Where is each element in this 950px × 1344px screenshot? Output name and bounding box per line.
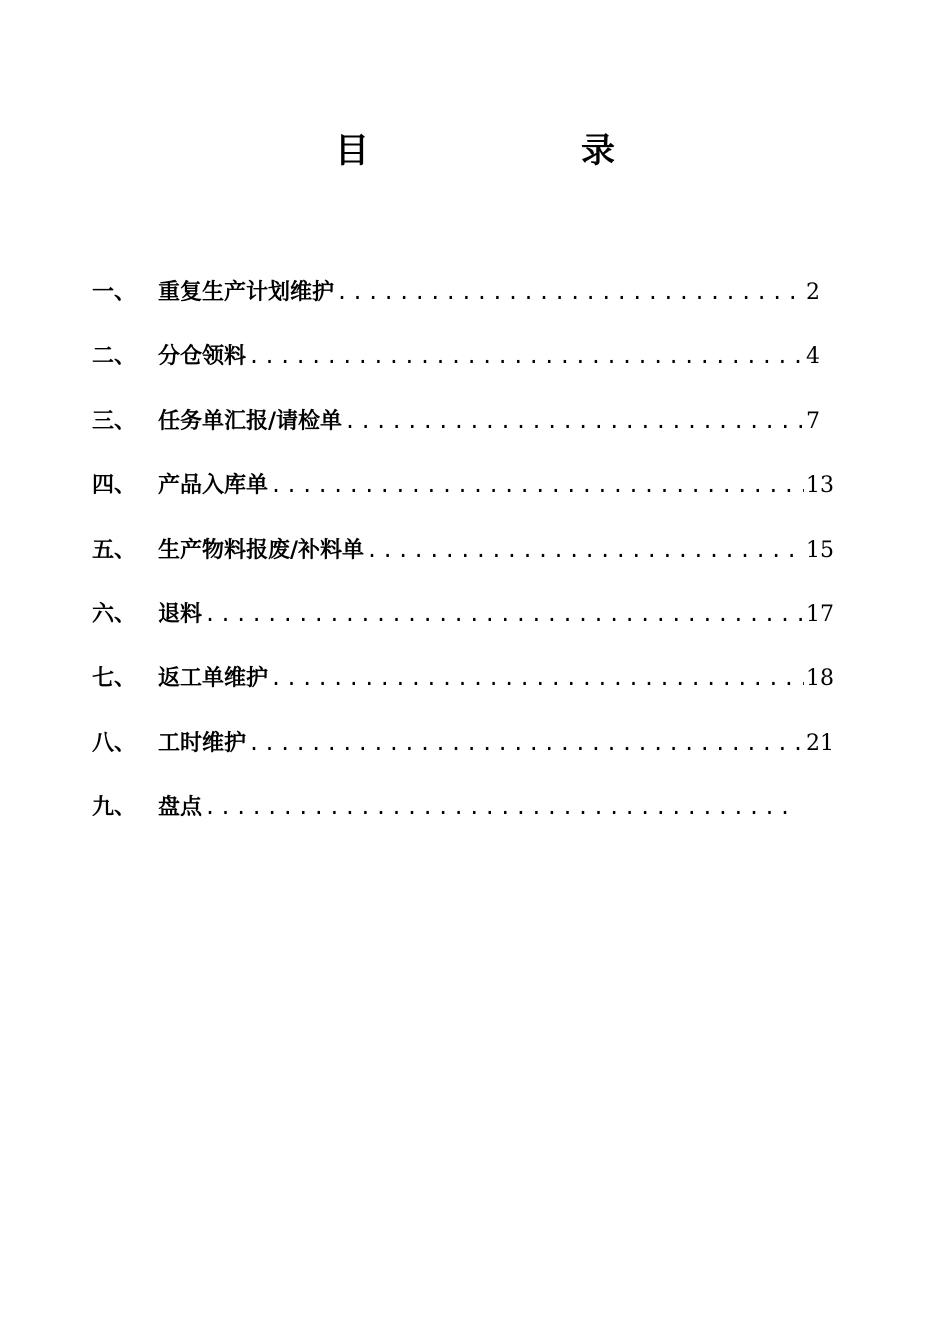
toc-entry-page: 13 [806,473,834,499]
toc-entry-page: 2 [806,280,820,305]
toc-dot-leader [344,399,804,443]
toc-entry-number: 一、 [92,279,137,305]
toc-entry-number: 八、 [92,729,137,756]
toc-entry-label: 分仓领料 [158,343,247,370]
toc-entry[interactable] [92,656,834,720]
toc-dot-leader [366,528,804,572]
page-title: 目 录 [335,131,663,171]
toc-entry[interactable] [92,270,834,334]
toc-entry-label: 盘点 [158,794,203,821]
toc-entry-page: 4 [806,344,820,370]
toc-dot-leader [248,721,804,765]
toc-entry[interactable] [92,399,834,463]
toc-entry-label: 重复生产计划维护 [158,279,335,305]
toc-entry-label: 退料 [158,600,203,627]
toc-entry[interactable] [92,528,834,592]
toc-dot-leader [204,785,796,829]
toc-dot-leader [248,334,804,378]
toc-entry-number: 二、 [92,343,137,370]
toc-entry-number: 六、 [92,600,137,627]
toc-entry-page: 17 [806,601,834,627]
toc-entry-label: 工时维护 [158,729,247,756]
toc-entry-label: 生产物料报废/补料单 [158,536,365,563]
toc-entry-number: 九、 [92,794,137,821]
toc-entry-label: 返工单维护 [158,665,269,692]
toc-entry-page: 7 [806,408,820,434]
toc-entry-page: 15 [806,537,834,563]
toc-entry-page: 18 [806,666,834,692]
toc-dot-leader [270,463,804,507]
toc-entry-number: 三、 [92,407,137,434]
toc-entry-label: 产品入库单 [158,472,269,499]
toc-entry[interactable] [92,592,834,656]
table-of-contents [92,270,834,850]
toc-entry-number: 四、 [92,472,137,499]
toc-entry[interactable] [92,463,834,527]
toc-entry-page: 21 [806,730,834,756]
toc-entry[interactable] [92,721,834,785]
toc-dot-leader [204,592,804,636]
toc-dot-leader [270,656,804,700]
toc-dot-leader [336,270,804,314]
toc-entry[interactable] [92,785,834,849]
toc-entry-label: 任务单汇报/请检单 [158,407,343,434]
toc-entry-number: 七、 [92,665,137,692]
toc-entry[interactable] [92,334,834,398]
toc-entry-number: 五、 [92,536,137,563]
